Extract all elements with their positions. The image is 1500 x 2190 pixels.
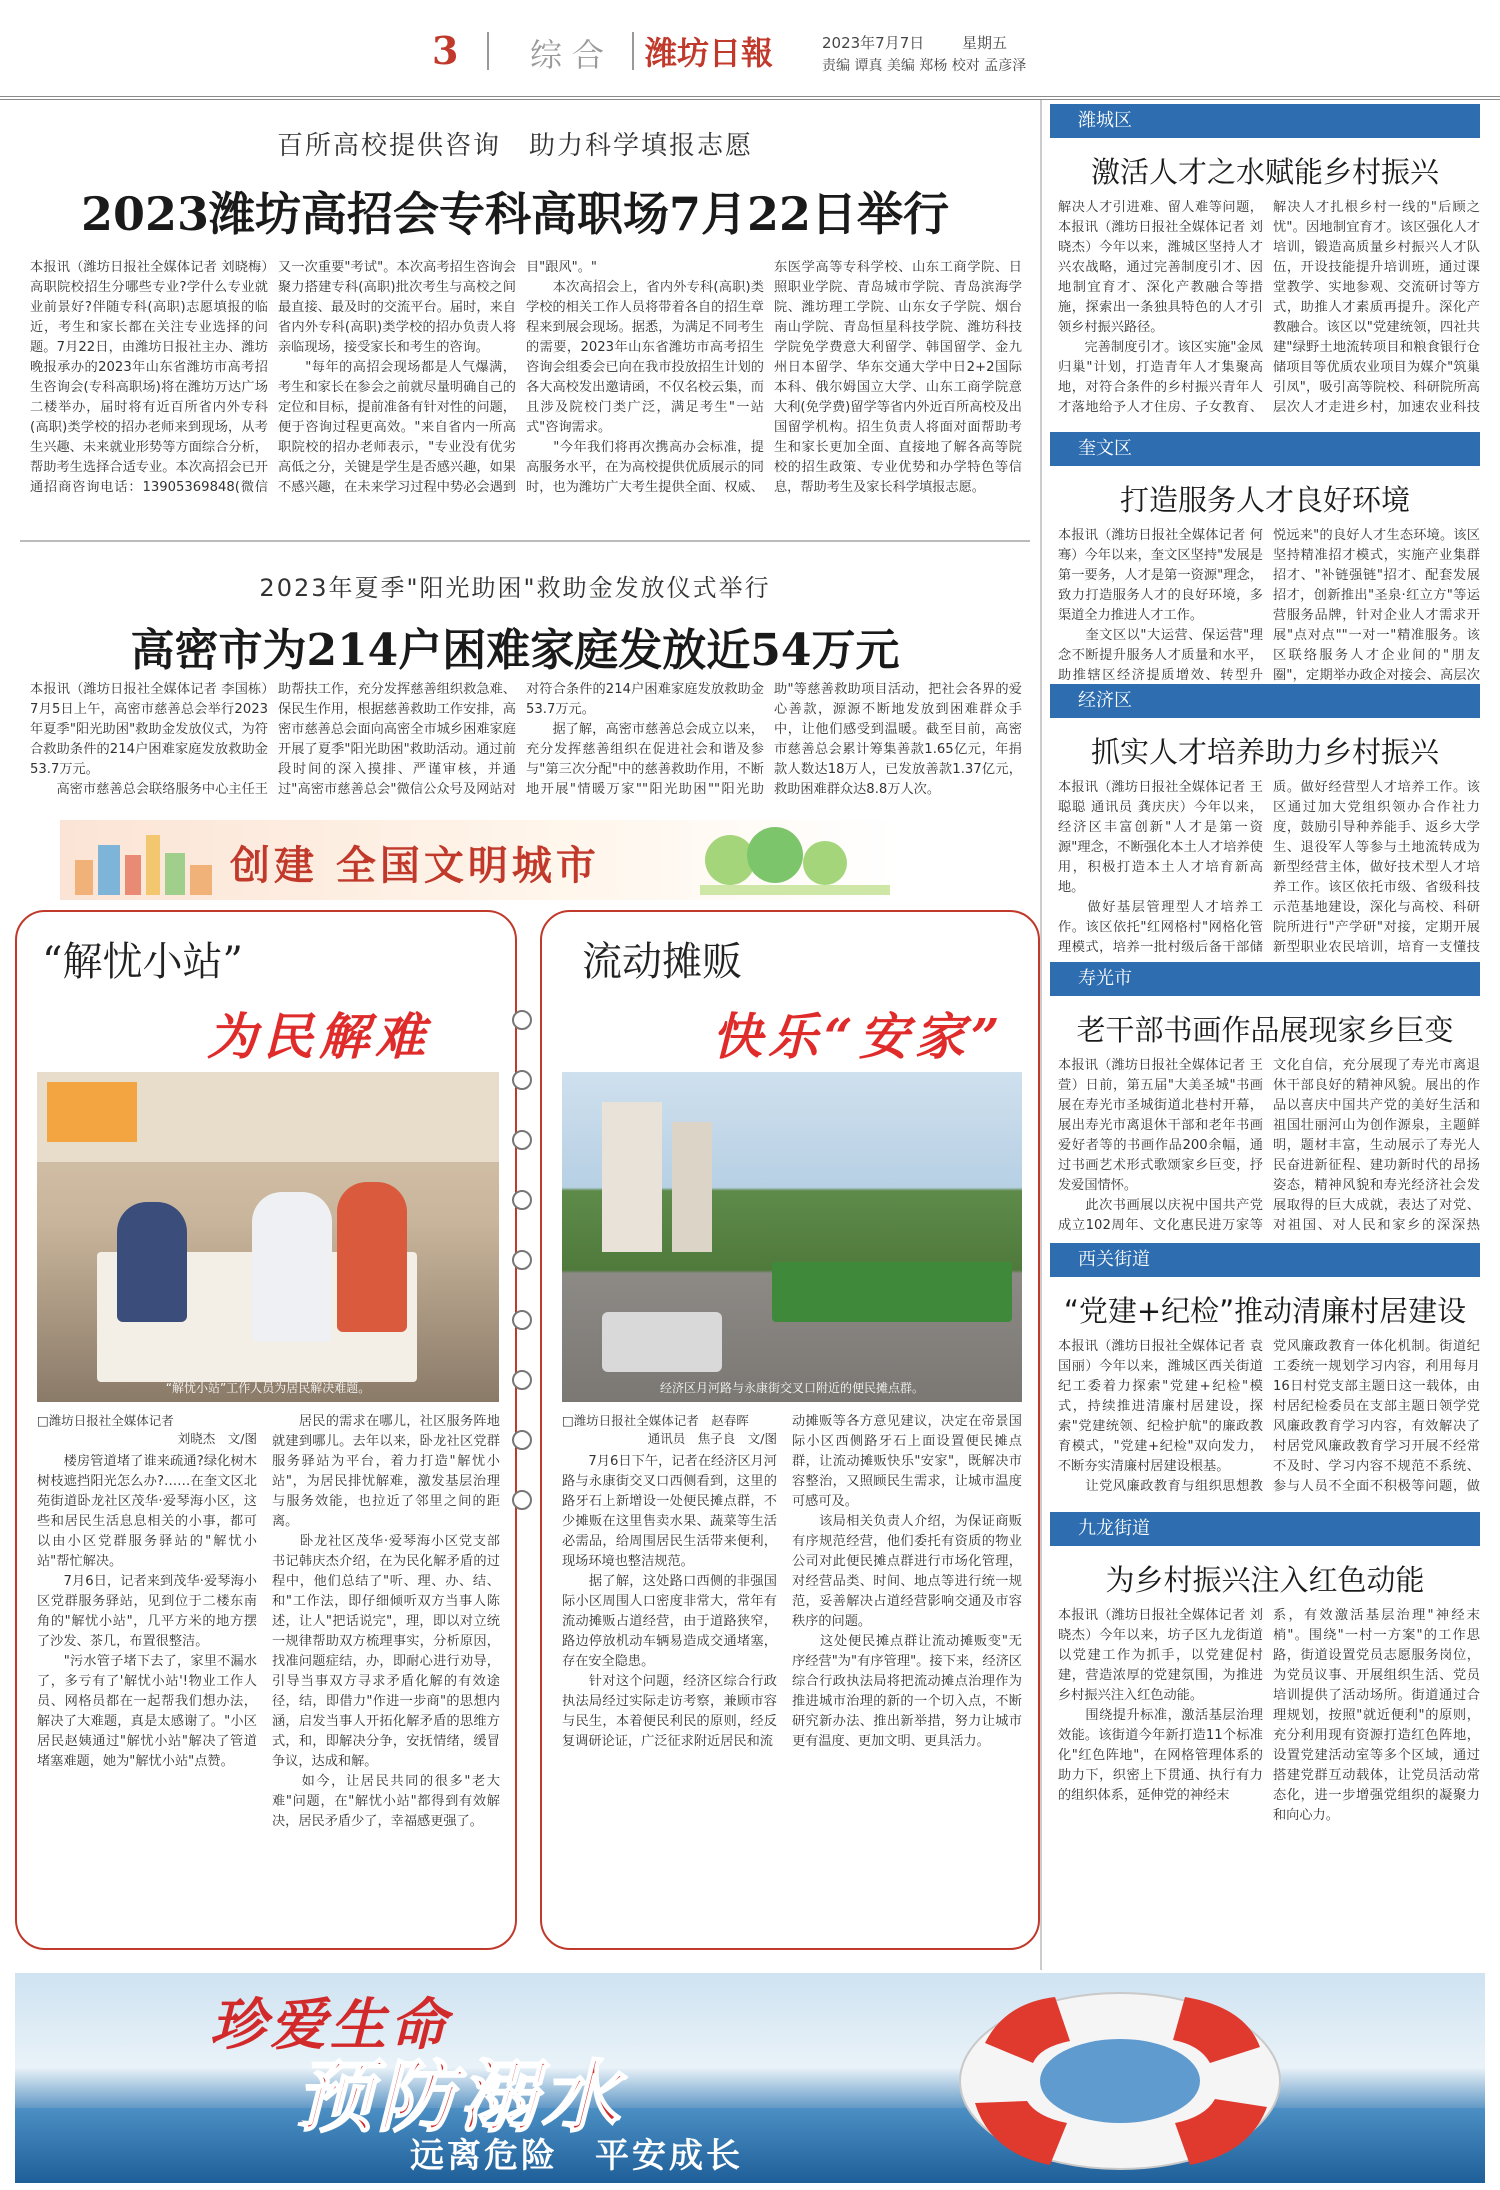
district-label: 经济区 [1050, 684, 1160, 718]
ring-decoration [512, 1430, 532, 1450]
left-feature-slogan: 为民解难 [207, 1007, 431, 1066]
right-byline [562, 1412, 777, 1448]
sidebar-col: 本报讯（潍坊日报社全媒体记者 王萱）日前，第五届"大美圣城"书画展在寿光市圣城街道北巷村开幕，展出寿光市离退休干部和老年书画爱好者等的书画作品200余幅，通过书画艺术形式歌颂家乡巨变，抒发爱国情怀。 此次书画展以庆祝中国共产党成立102周年、文化惠民进万家等 [1058, 1058, 1263, 1233]
left-feature-title: “解忧小站” [42, 939, 243, 985]
article1-col: 又一次重要"考试"。本次高考招生咨询会聚力搭建专科(高职)批次考生与高校之间最直接、最及时的交流平台。届时，来自省内外专科(高职)类学校的招办负责人将亲临现场，接受家长和考生的咨询。 "每年的高招会现场都是人气爆满，考生和家长在参会之前就尽量明确自己的定位和目标，提前准备有针对性的问题，便于咨询过程更高效。"来自省内一所高职院校的招办老师表示，"专业没有优劣高低之分，关键是学生是否感兴趣，如果不感兴趣，在未来学习过程中势必会遇到 [278, 260, 516, 495]
ad-headline-2: 预防溺水 [295, 2052, 624, 2143]
sidebar-col: 本报讯（潍坊日报社全媒体记者 袁国丽）今年以来，潍城区西关街道纪工委着力探索"党建+纪检"模式，持续推进清廉村居建设，探索"党建统领、纪检护航"的廉政教育模式，"党建+纪检"双向发力，不断夯实清廉村居建设根基。 让党风廉政教育与组织思想教 [1058, 1339, 1263, 1494]
sidebar-title: 老干部书画作品展现家乡巨变 [1076, 1013, 1454, 1047]
ring-decoration [512, 1130, 532, 1150]
right-feature-slogan: 快乐“安家” [712, 1007, 1006, 1066]
left-photo-caption: “解忧小站”工作人员为居民解决难题。 [165, 1381, 371, 1395]
ring-decoration [512, 1250, 532, 1270]
district-label: 奎文区 [1050, 432, 1160, 466]
sidebar-col: 解决人才引进难、留人难等问题，本报讯（潍坊日报社全媒体记者 刘晓杰）今年以来，潍城区坚持人才兴农战略，通过完善制度引才、因地制宜育才、深化产教融合等措施，探索出一条独具特色的人才引领乡村振兴路径。 完善制度引才。该区实施"金凤归巢"计划，打造青年人才集聚高地，对符合条件的乡村振兴青年人才落地给予人才住房、子女教育、 [1058, 200, 1263, 415]
left-byline [37, 1412, 257, 1448]
article2-title: 高密市为214户困难家庭发放近54万元 [130, 625, 900, 676]
article2-col: 助帮扶工作，充分发挥慈善组织救急难、保民生作用，根据慈善救助工作安排，高密市慈善总会面向高密全市城乡困难家庭开展了夏季"阳光助困"救助活动。通过前段时间的深入摸排、严谨审核，并通过"高密市慈善总会"微信公众号及网站对 [278, 682, 516, 797]
sidebar-title: 打造服务人才良好环境 [1119, 483, 1410, 517]
issue-weekday: 星期五 [962, 34, 1008, 52]
lifebuoy-icon [945, 1983, 1295, 2178]
district-label: 九龙街道 [1050, 1512, 1178, 1546]
right-feature-col: 7月6日下午，记者在经济区月河路与永康街交叉口西侧看到，这里的路牙石上新增设一处便民摊点群，不少摊贩在这里售卖水果、蔬菜等生活必需品，给周围居民生活带来便利，现场环境也整洁规范。 据了解，这处路口西侧的非强国际小区周围人口密度非常大，常年有流动摊贩占道经营，由于道路狭窄，路边停放机动车辆易造成交通堵塞，存在安全隐患。 针对这个问题，经济区综合行政执法局经过实际走访考察，兼顾市容与民生，本着便民利民的原则，经反复调研论证，广泛征求附近居民和流 [562, 1454, 777, 1749]
sidebar-title: 抓实人才培养助力乡村振兴 [1090, 735, 1439, 769]
article1-subtitle: 百所高校提供咨询 助力科学填报志愿 [276, 131, 753, 161]
sidebar-col: 本报讯（潍坊日报社全媒体记者 王聪聪 通讯员 龚庆庆）今年以来，经济区丰富创新"人才是第一资源"理念，不断强化本土人才培养使用，积极打造本土人才培育新高地。 做好基层管理型人才培养工作。该区依托"红网格村"网格化管理模式，培养一批村级后备干部储 [1058, 780, 1263, 955]
divider [20, 540, 1030, 542]
district-label: 潍城区 [1050, 104, 1160, 138]
sidebar-col: 文化自信，充分展现了寿光市离退休干部良好的精神风貌。展出的作品以喜庆中国共产党的美好生活和祖国壮丽河山为创作源泉，主题鲜明，题材丰富，生动展示了寿光人民奋进新征程、建功新时代的昂扬姿态，精神风貌和寿光经济社会发展取得的巨大成就，表达了对党、对祖国、对人民和家乡的深深热 [1273, 1058, 1480, 1233]
byline-credit: 刘晓杰 文/图 [177, 1431, 257, 1446]
right-feature-panel [540, 910, 1040, 1950]
article1-title: 2023潍坊高招会专科高职场7月22日举行 [80, 187, 950, 241]
sidebar-col: 悦远来"的良好人才生态环境。该区坚持精准招才模式，实施产业集群招才、"补链强链"招才、配套发展招才，创新推出"圣泉·红立方"等运营服务品牌，针对企业人才需求开展"点对点""一对一"精准服务。该区联络服务人才企业间的"朋友圈"，定期举办政企对接会、高层次 [1273, 528, 1480, 683]
sidebar-col: 质。做好经营型人才培养工作。该区通过加大党组织领办合作社力度，鼓励引导种养能手、返乡大学生、退役军人等参与土地流转成为新型经营主体，做好技术型人才培养工作。该区依托市级、省级科技示范基地建设，深化与高校、科研院所进行"产学研"对接，定期开展新型职业农民培训，培育一支懂技 [1273, 780, 1480, 955]
ad-headline-1: 珍爱生命 [210, 1992, 450, 2058]
ring-decoration [512, 1010, 532, 1030]
sidebar-label-jingji [1050, 684, 1480, 718]
sidebar-col: 系，有效激活基层治理"神经末梢"。围绕"一村一方案"的工作思路，街道设置党员志愿服务岗位，为党员议事、开展组织生活、党员培训提供了活动场所。街道通过合理规划，按照"就近便利"的原则，充分利用现有资源打造红色阵地，设置党建活动室等多个区域，通过搭建党群互动载体，让党员活动常态化，进一步增强党组织的凝聚力和向心力。 [1273, 1608, 1480, 1823]
column-divider [1040, 100, 1042, 1970]
left-feature-col: 楼房管道堵了谁来疏通?绿化树木树枝遮挡阳光怎么办?……在奎文区北苑街道卧龙社区茂华·爱琴海小区，这些和居民生活息息相关的小事，都可以由小区党群服务驿站的"解忧小站"帮忙解决。 7月6日，记者来到茂华·爱琴海小区党群服务驿站，见到位于二楼东南角的"解忧小站"，几平方米的地方摆了沙发、茶几，布置很整洁。 "污水管子堵下去了，家里不漏水了，多亏有了'解忧小站'!物业工作人员、网格员都在一起帮我们想办法，解决了大难题，真是太感谢了。"小区居民赵姨通过"解忧小站"解决了管道堵塞难题，她为"解忧小站"点赞。 [37, 1454, 257, 1769]
sidebar-title: 为乡村振兴注入红色动能 [1105, 1563, 1425, 1597]
sidebar-title: 激活人才之水赋能乡村振兴 [1090, 155, 1439, 189]
header-divider [632, 32, 634, 70]
byline-credit: 通讯员 焦子良 文/图 [647, 1431, 777, 1446]
ring-decoration [512, 1070, 532, 1090]
ad-slogan: 远离危险 平安成长 [410, 2136, 743, 2176]
right-photo-caption: 经济区月河路与永康街交叉口附近的便民摊点群。 [659, 1381, 924, 1395]
district-label: 寿光市 [1050, 962, 1160, 996]
left-feature-col: 居民的需求在哪儿，社区服务阵地就建到哪儿。去年以来，卧龙社区党群服务驿站为平台，着力打造"解忧小站"，为居民排忧解难，激发基层治理与服务效能，也拉近了邻里之间的距离。 卧龙社区茂华·爱琴海小区党支部书记韩庆杰介绍，在为民化解矛盾的过程中，他们总结了"听、理、办、结、和"工作法，即仔细倾听双方当事人陈述，让人"把话说完"，理，即以对立统一规律帮助双方梳理事实，分析原因，找准问题症结，办，即耐心进行劝导，引导当事双方寻求矛盾化解的有效途径，结，即借力"作进一步商"的思想内涵，启发当事人开拓化解矛盾的思维方式，和，即解决分争，安抚情绪，缓冒争议，达成和解。 如今，让居民共同的很多"老大难"问题，在"解忧小站"都得到有效解决，居民矛盾少了，幸福感更强了。 [272, 1414, 500, 1829]
sidebar-label-shouguang [1050, 962, 1480, 996]
campaign-banner [60, 820, 900, 900]
ring-decoration [512, 1310, 532, 1330]
byline-reporter: □潍坊日报社全媒体记者 赵春晖 [562, 1413, 749, 1428]
binder-rings [512, 1010, 540, 1570]
sidebar-title: “党建+纪检”推动清廉村居建设 [1063, 1294, 1467, 1328]
ring-decoration [512, 1190, 532, 1210]
page-number: 3 [432, 28, 459, 73]
article1-col: 东医学高等专科学校、山东工商学院、日照职业学院、青岛城市学院、青岛滨海学院、潍坊理工学院、山东女子学院、烟台南山学院、青岛恒星科技学院、潍坊科技学院免学费意大利留学、韩国留学、金九州日本留学、华东交通大学中日2+2国际本科、俄尔姆国立大学、山东工商学院意大利(免学费)留学等省内外近百所高校及出国留学机构。招生负责人将面对面帮助考生和家长更加全面、直接地了解各高等院校的招生政策、专业优势和办学特色等信息，帮助考生及家长科学填报志愿。 [774, 260, 1022, 495]
article2-col: 对符合条件的214户困难家庭发放救助金53.7万元。 据了解，高密市慈善总会成立以来，充分发挥慈善组织在促进社会和谐及参与"第三次分配"中的慈善救助作用，不断地开展"情暖万家""阳光助困""阳光助 [526, 682, 764, 797]
issue-date: 2023年7月7日 [822, 34, 925, 52]
district-label: 西关街道 [1050, 1243, 1178, 1277]
city-skyline-icon [70, 825, 220, 895]
page-header [0, 0, 1500, 100]
sidebar-label-jiulong [1050, 1512, 1480, 1546]
byline-reporter: □潍坊日报社全媒体记者 [37, 1413, 174, 1428]
right-feature-photo [562, 1072, 1022, 1402]
right-feature-title: 流动摊贩 [582, 939, 742, 985]
sidebar-col: 党风廉政教育一体化机制。街道纪工委统一规划学习内容，利用每月16日村党支部主题日这一载体，由村居纪检委员在支部主题日领学党风廉政教育学习内容，有效解决了村居党风廉政教育学习开展不经常不及时、学习内容不规范不系统、参与人员不全面不积极等问题，做 [1273, 1339, 1480, 1494]
article1-col: 目"跟风"。" 本次高招会上，省内外专科(高职)类学校的相关工作人员将带着各自的招生章程来到展会现场。据悉，为满足不同考生的需要，2023年山东省潍坊市高考招生咨询会组委会已向在我市投放招生计划的各大高校发出邀请函，不仅名校云集，而且涉及院校门类广泛，满足考生"一站式"咨询需求。 "今年我们将再次携高办会标准，提高服务水平，在为高校提供优质展示的同时，也为潍坊广大考生提供全面、权威、 [526, 260, 764, 495]
article2-subtitle: 2023年夏季"阳光助困"救助金发放仪式举行 [259, 574, 771, 602]
sidebar-label-weicheng [1050, 104, 1480, 138]
article2-col: 助"等慈善救助项目活动，把社会各界的爱心善款，源源不断地发放到困难群众手中，让他们感受到温暖。截至目前，高密市慈善总会累计筹集善款1.65亿元，年捐款人数达18万人，已发放善款1.37亿元，救助困难群众达8.8万人次。 [774, 682, 1022, 797]
ring-decoration [512, 1490, 532, 1510]
water-safety-ad [15, 1973, 1485, 2183]
section-name: 综合 [530, 36, 615, 74]
sidebar-label-kuiwen [1050, 432, 1480, 466]
newspaper-logo: 潍坊日報 [645, 34, 774, 72]
ring-decoration [512, 1370, 532, 1390]
tree-decoration-icon [700, 825, 890, 895]
sidebar-col: 本报讯（潍坊日报社全媒体记者 何骞）今年以来，奎文区坚持"发展是第一要务，人才是第一资源"理念，致力打造服务人才的良好环境，多渠道全力推进人才工作。 奎文区以"大运营、保运营"理念不断提升服务人才质量和水平，助推辖区经济提质增效、转型升 [1058, 528, 1263, 683]
left-feature-panel [15, 910, 517, 1950]
sidebar-label-xiguan [1050, 1243, 1480, 1277]
campaign-banner-text: 创建 全国文明城市 [230, 842, 600, 889]
article1-col: 本报讯（潍坊日报社全媒体记者 刘晓梅）高职院校招生分哪些专业?学什么专业就业前景好?伴随专科(高职)志愿填报的临近，考生和家长都在关注专业选择的问题。7月22日，由潍坊日报社主办、潍坊晚报承办的2023年山东省潍坊市高考招生咨询会(专科高职场)将在潍坊万达广场二楼举办，届时将有近百所省内外专科(高职)类学校的招办老师来到现场，从考生兴趣、未来就业形势等方面综合分析，帮助考生选择合适专业。本次高招会已开通招商咨询电话：13905369848(微信 [30, 260, 268, 495]
editor-credits: 责编 谭真 美编 郑杨 校对 孟彦泽 [822, 58, 1027, 74]
left-feature-photo [37, 1072, 499, 1402]
article2-col: 本报讯（潍坊日报社全媒体记者 李国栋）7月5日上午，高密市慈善总会举行2023年夏季"阳光助困"救助金发放仪式，为符合救助条件的214户困难家庭发放救助金53.7万元。 高密市慈善总会联络服务中心主任王 [30, 682, 268, 797]
right-feature-col: 动摊贩等各方意见建议，决定在帝景国际小区西侧路牙石上面设置便民摊点群，让流动摊贩快乐"安家"，既解决市容整治，又照顾民生需求，让城市温度可感可及。 该局相关负责人介绍，为保证商贩有序规范经营，他们委托有资质的物业公司对此便民摊点群进行市场化管理，对经营品类、时间、地点等进行统一规范，妥善解决占道经营影响交通及市容秩序的问题。 这处便民摊点群让流动摊贩变"无序经营"为"有序管理"。接下来，经济区综合行政执法局将把流动摊点治理作为推进城市治理的新的一个切入点，不断研究新办法、推出新举措，努力让城市更有温度、更加文明、更具活力。 [792, 1414, 1022, 1749]
sidebar-col: 本报讯（潍坊日报社全媒体记者 刘晓杰）今年以来，坊子区九龙街道以党建工作为抓手，以党建促村建，营造浓厚的党建氛围，为推进乡村振兴注入红色动能。 围绕提升标准，激活基层治理效能。该街道今年新打造11个标准化"红色阵地"，在网格管理体系的助力下，织密上下贯通、执行有力的组织体系，延伸党的神经末 [1058, 1608, 1263, 1803]
header-divider [487, 32, 489, 70]
sidebar-col: 解决人才扎根乡村一线的"后顾之忧"。因地制宜育才。该区强化人才培训，锻造高质量乡村振兴人才队伍，开设技能提升培训班，通过课堂教学、实地参观、交流研讨等方式，助推人才素质再提升。深化产教融合。该区以"党建统领，四社共建"绿野土地流转项目和粮食银行仓储项目等优质农业项目为媒介"筑巢引凤"，吸引高等院校、科研院所高层次人才走进乡村，加速农业科技 [1273, 200, 1480, 415]
